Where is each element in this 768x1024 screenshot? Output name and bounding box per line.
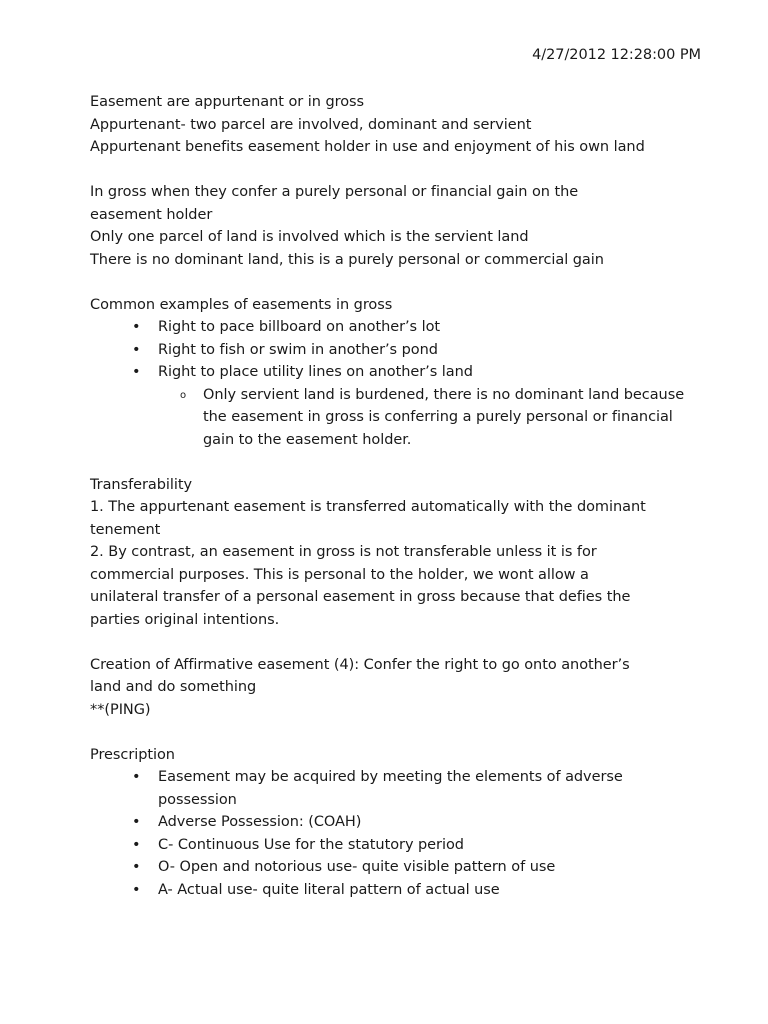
transferability-heading: Transferability <box>90 476 192 493</box>
spacer <box>90 271 690 294</box>
list-item: • Right to place utility lines on another’s land <box>90 361 690 384</box>
examples-sub-list <box>90 384 690 452</box>
prescription-list <box>90 766 660 901</box>
spacer <box>90 451 690 474</box>
examples-list <box>90 316 690 384</box>
spacer <box>90 159 690 182</box>
document-body <box>90 91 690 901</box>
prescription-heading: Prescription <box>90 746 175 763</box>
in-gross-parcel: Only one parcel of land is involved which is the servient land <box>90 229 529 245</box>
intro-line: Easement are appurtenant or in gross <box>90 94 365 110</box>
examples-heading: Common examples of easements in gross <box>90 296 393 313</box>
in-gross-definition: In gross when they confer a purely personal or financial gain on the easement holder <box>90 184 579 223</box>
list-item: • Adverse Possession: (COAH) <box>90 811 660 834</box>
in-gross-no-dominant: There is no dominant land, this is a purely personal or commercial gain <box>90 251 604 268</box>
list-item: • Right to pace billboard on another’s lot <box>90 316 690 339</box>
transferability-point-1: 1. The appurtenant easement is transferred automatically with the dominant tenement <box>90 499 646 538</box>
spacer <box>90 631 690 654</box>
list-item: • O- Open and notorious use- quite visible pattern of use <box>90 856 660 879</box>
list-item: • A- Actual use- quite literal pattern of actual use <box>90 879 660 902</box>
sub-list-item: o Only servient land is burdened, there is no dominant land because the easement in gross is conferring a purely personal or financial gain to the easement holder. <box>90 384 693 452</box>
list-item: • C- Continuous Use for the statutory period <box>90 834 660 857</box>
document-timestamp: 4/27/2012 12:28:00 PM <box>532 47 701 63</box>
transferability-point-2: 2. By contrast, an easement in gross is not transferable unless it is for commercial purposes. This is personal to the holder, we wont allow a unilateral transfer of a personal easement in gross because that defies the parties original intentions. <box>90 544 631 628</box>
list-item: • Easement may be acquired by meeting the elements of adverse possession <box>90 766 660 811</box>
appurtenant-benefit: Appurtenant benefits easement holder in use and enjoyment of his own land <box>90 139 645 155</box>
creation-ping: **(PING) <box>90 701 151 718</box>
appurtenant-definition: Appurtenant- two parcel are involved, dominant and servient <box>90 116 532 133</box>
creation-affirmative-easement: Creation of Affirmative easement (4): Confer the right to go onto another’s land and do something <box>90 656 630 695</box>
list-item: • Right to fish or swim in another’s pond <box>90 339 690 362</box>
spacer <box>90 721 690 744</box>
